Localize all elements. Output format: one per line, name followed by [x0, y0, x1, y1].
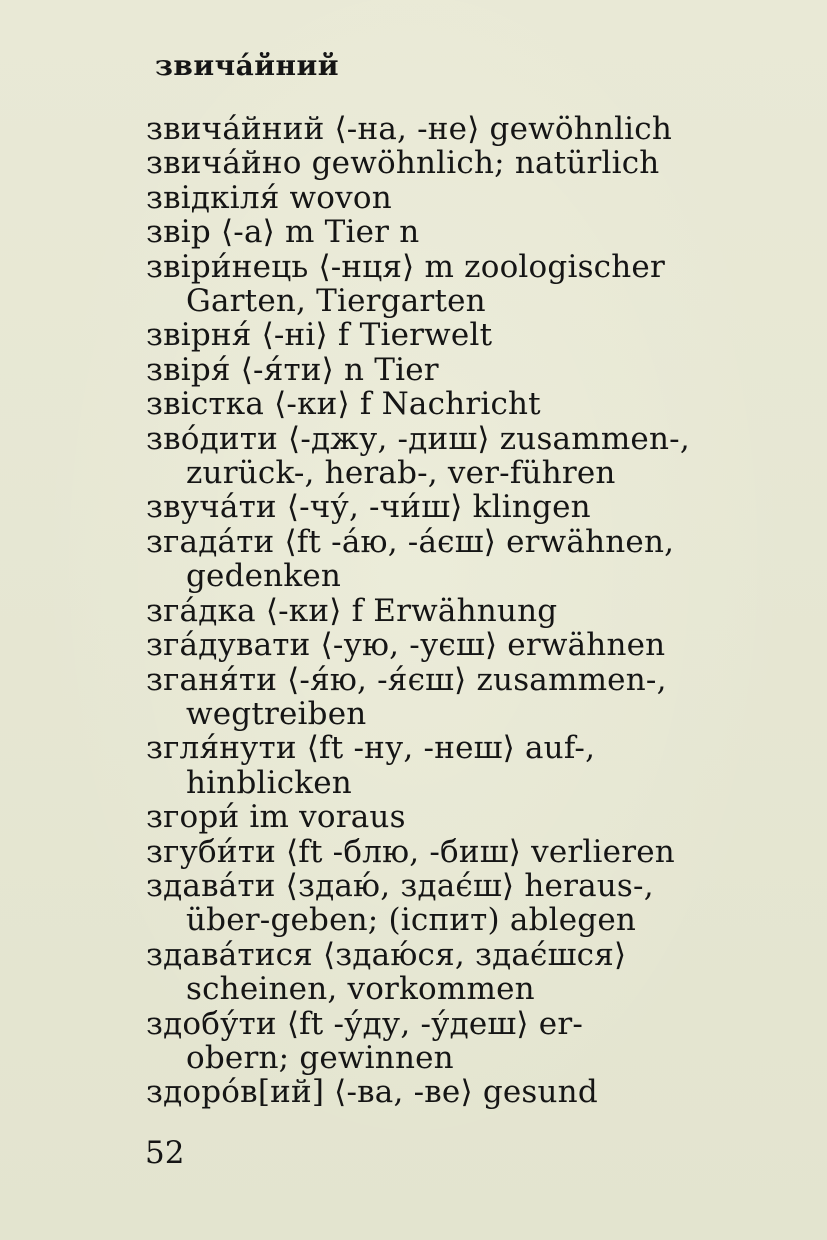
entry-line: звіря́ ⟨-я́ти⟩ n Tier: [146, 351, 439, 388]
entry-continuation-line: gedenken: [186, 558, 342, 595]
entry-line: звір ⟨-а⟩ m Tier n: [146, 214, 420, 251]
entry-line: звичáйно gewöhnlich; natürlich: [146, 145, 660, 182]
entry-continuation-line: zurück-, herab-, ver-führen: [186, 455, 616, 492]
entry-line: згадáти ⟨ft -áю, -áєш⟩ erwähnen,: [146, 523, 675, 560]
entry-line: звучáти ⟨-чу́, -чи́ш⟩ klingen: [146, 489, 591, 526]
entry-continuation-line: hinblicken: [186, 764, 352, 801]
entry-line: зво́дити ⟨-джу, -диш⟩ zusammen-,: [146, 420, 690, 457]
dictionary-entries: [146, 112, 771, 1110]
page-number: 52: [145, 1135, 185, 1171]
entry-line: здавáти ⟨здаю́, здає́ш⟩ heraus-,: [146, 867, 654, 904]
entry-line: звірня́ ⟨-ні⟩ f Tierwelt: [146, 317, 493, 354]
entry-line: згля́нути ⟨ft -ну, -неш⟩ auf-,: [146, 730, 596, 767]
entry-line: зга́дка ⟨-ки⟩ f Erwähnung: [146, 592, 558, 629]
entry-line: згори́ im voraus: [146, 799, 406, 836]
entry-continuation-line: Garten, Tiergarten: [186, 283, 486, 320]
entry-line: звичáйний ⟨-на, -не⟩ gewöhnlich: [146, 111, 673, 147]
entry-line: зганя́ти ⟨-я́ю, -я́єш⟩ zusammen-,: [146, 661, 667, 698]
entry-continuation-line: wegtreiben: [186, 695, 367, 732]
entry-line: згуби́ти ⟨ft -блю, -биш⟩ verlieren: [146, 833, 675, 870]
entry-line: звістка ⟨-ки⟩ f Nachricht: [146, 386, 541, 423]
entry-continuation-line: scheinen, vorkommen: [186, 971, 535, 1008]
entry-continuation-line: über-geben; (іспит) ablegen: [186, 902, 637, 939]
entry-line: здобу́ти ⟨ft -у́ду, -у́деш⟩ er-: [146, 1005, 584, 1042]
entry-continuation-line: obern; gewinnen: [186, 1039, 454, 1076]
entry-line: згáдувати ⟨-ую, -уєш⟩ erwähnen: [146, 627, 666, 664]
entry-line: звідкіля́ wovon: [146, 179, 392, 216]
entry-line: звіри́нець ⟨-нця⟩ m zoologischer: [146, 248, 665, 285]
running-head: звичáйний: [155, 49, 340, 82]
entry-line: здавáтися ⟨здаю́ся, здає́шся⟩: [146, 936, 627, 973]
entry-line: здоро́в[ий] ⟨-ва, -ве⟩ gesund: [146, 1074, 598, 1111]
